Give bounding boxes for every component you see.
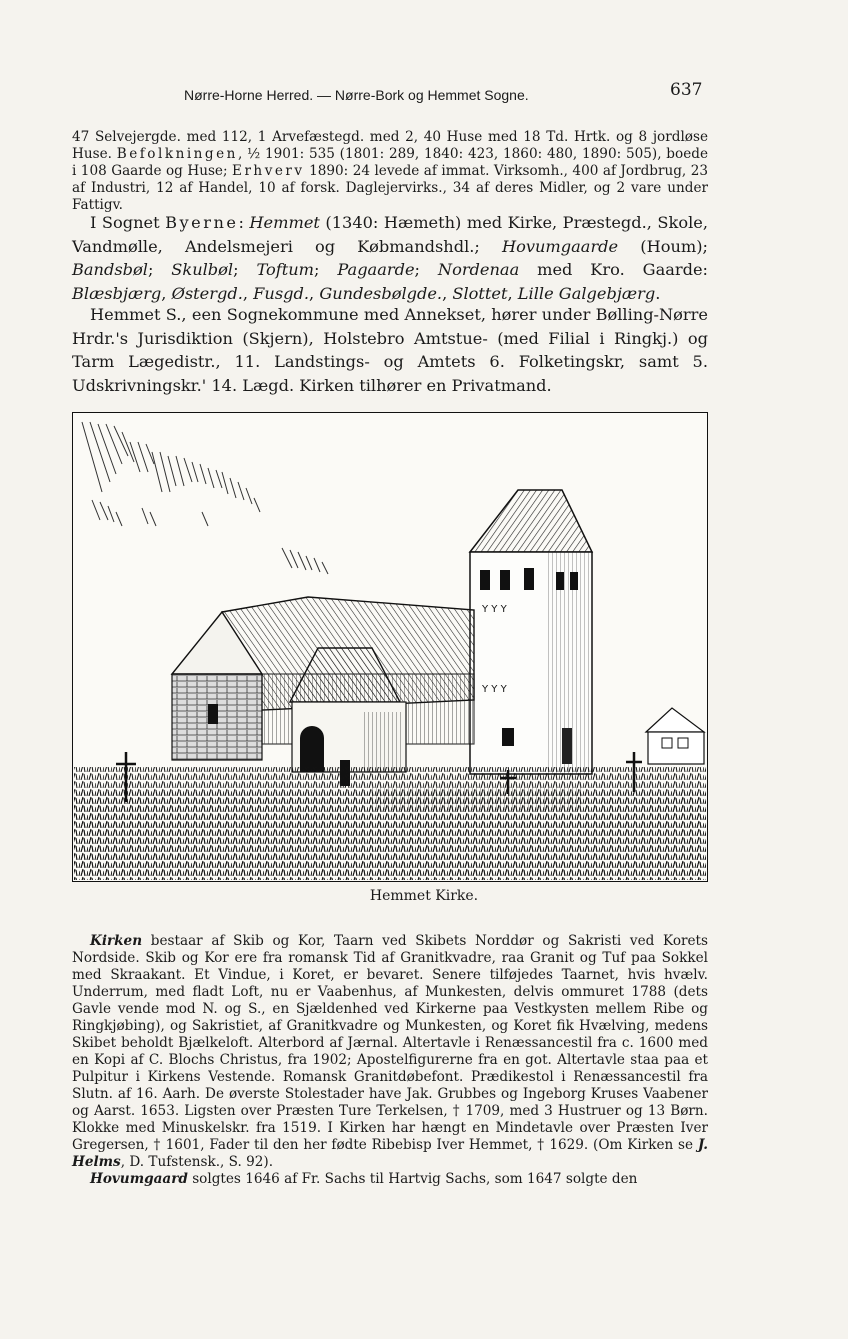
para4-t1: bestaar af Skib og Kor, Taarn ved Skibets Norddør og Sakristi ved Korets Nordside. Skib og Kor ere fra romansk Tid af Granitkvadre, raa Granit og Tuf paa Sokkel med Skraakant. Et Vindue, i Koret, er bevaret. Senere tilføjedes Taarnet, hvis hvælv. Underrum, med fladt Loft, nu er Vaabenhus, af Munkesten, delvis ommuret 1788 (dets Gavle vende mod N. og S., en Sjældenhed ved Kirkerne paa Vestkysten mellem Ribe og Ringkjøbing), og Sakristiet, af Granitkvadre og Munkesten, og Koret fik Hvælving, medens Skibet beholdt Bjælkeloft. Alterbord af Jærnal. Altertavle i Renæssancestil fra c. 1600 med en Kopi af C. Blochs Christus, fra 1902; Apostelfigurerne fra en got. Altertavle staa paa et Pulpitur i Kirkens Vestende. Romansk Granitdøbefont. Prædikestol i Renæssancestil fra Slutn. af 16. Aarh. De øverste Stolestader have Jak. Grubbes og Ingeborg Kruses Vaabener og Aarst. 1653. Ligsten over Præsten Ture Terkelsen, † 1709, med 3 Hustruer og 13 Børn. Klokke med Minuskelskr. fra 1519. I Kirken har hængt en Mindetavle over Præsten Iver Gregersen, † 1601, Fader til den her fødte Ribebisp Iver Hemmet, † 1629. (Om Kirken se <box>72 933 708 1153</box>
svg-text:Y Y Y: Y Y Y <box>482 684 507 695</box>
place-nordenaa: Nordenaa <box>437 260 520 279</box>
place-hemmet: Hemmet <box>249 213 320 232</box>
place-pagaarde: Pagaarde <box>337 260 415 279</box>
place-fusgd: Fusgd. <box>253 283 310 303</box>
place-ostergd: Østergd. <box>171 283 243 303</box>
befolkningen-term: Befolkningen <box>116 146 238 162</box>
place-slottet: Slottet <box>452 283 508 303</box>
para2-s2: ; <box>233 260 257 279</box>
paragraph-jurisdiction <box>72 303 708 397</box>
place-lille-galgebjaerg: Lille Galgebjærg <box>517 283 656 303</box>
helms-reference: J. Helms <box>72 1137 708 1170</box>
para4-t2: , D. Tufstensk., S. 92). <box>120 1154 274 1170</box>
para2-t1: (1340: Hæmeth) med Kirke, Præstegd., Skole, Vandmølle, Andelsmejeri og Købmandshdl.; <box>72 213 708 256</box>
figure-caption: Hemmet Kirke. <box>369 888 479 904</box>
para2-colon: : <box>238 213 250 232</box>
tower <box>470 490 592 774</box>
kirken-term: Kirken <box>90 933 143 949</box>
grass-foreground <box>74 767 706 880</box>
para2-c4: , <box>442 283 453 303</box>
para2-s3: ; <box>314 260 338 279</box>
para2-s4: ; <box>414 260 438 279</box>
place-hovumgaarde: Hovumgaarde <box>502 236 619 256</box>
para2-c5: , <box>507 283 518 303</box>
para3-text: Hemmet S., een Sognekommune med Annekset, hører under Bølling-Nørre Hrdr.'s Jurisdiktion (Skjern), Holstebro Amtstue- (med Filial i Ringkj.) og Tarm Lægedistr., 11. Landstings- og Amtets 6. Folketingskr, samt 5. Udskrivningskr.' 14. Lægd. Kirken tilhører en Privatmand. <box>72 305 708 395</box>
place-bandsbol: Bandsbøl <box>72 260 148 279</box>
para2-c1: , <box>161 283 172 303</box>
para2-s1: ; <box>147 260 172 279</box>
byerne-term: Byerne <box>165 213 239 232</box>
para2-t2: (Houm); <box>618 236 708 256</box>
para2-end: . <box>655 283 661 303</box>
para2-t3: med Kro. Gaarde: <box>519 260 709 279</box>
para2-c3: , <box>309 283 320 303</box>
place-blaesbjaerg: Blæsbjærg <box>72 283 162 303</box>
para1-text3: 1890: 24 levede af immat. Virksomh., 400 af Jordbrug, 23 af Industri, 12 af Handel, 10 af forsk. Daglejervirks., 34 af deres Midler, og 2 vare under Fattigv. <box>72 163 709 213</box>
erhverv-term: Erhverv <box>232 163 305 179</box>
place-gundesbolgde: Gundesbølgde. <box>319 283 443 303</box>
para1-text: 47 Selvejergde. med 112, 1 Arvefæstegd. med 2, 40 Huse med 18 Td. Hrtk. og 8 jordløse Huse. <box>72 129 708 162</box>
church-illustration <box>72 412 708 882</box>
hovumgaard-term: Hovumgaard <box>90 1171 188 1187</box>
place-skulbol: Skulbøl <box>171 260 234 279</box>
para2-c2: , <box>242 283 254 303</box>
page-number: 637 <box>670 80 703 100</box>
para4-t3: solgtes 1646 af Fr. Sachs til Hartvig Sachs, som 1647 solgte den <box>187 1171 638 1187</box>
paragraph-church <box>72 933 708 1188</box>
paragraph-villages <box>72 211 708 305</box>
para1-text2: , ½ 1901: 535 (1801: 289, 1840: 423, 1860: 480, 1890: 505), boede i 108 Gaarde og Huse; <box>72 146 708 179</box>
running-head: Nørre-Horne Herred. — Nørre-Bork og Hemmet Sogne. <box>184 87 529 103</box>
page-header <box>0 80 848 110</box>
place-toftum: Toftum <box>256 260 315 279</box>
svg-text:Y Y Y: Y Y Y <box>482 604 507 615</box>
para2-lead: I Sognet <box>90 213 166 232</box>
paragraph-population <box>72 129 708 214</box>
